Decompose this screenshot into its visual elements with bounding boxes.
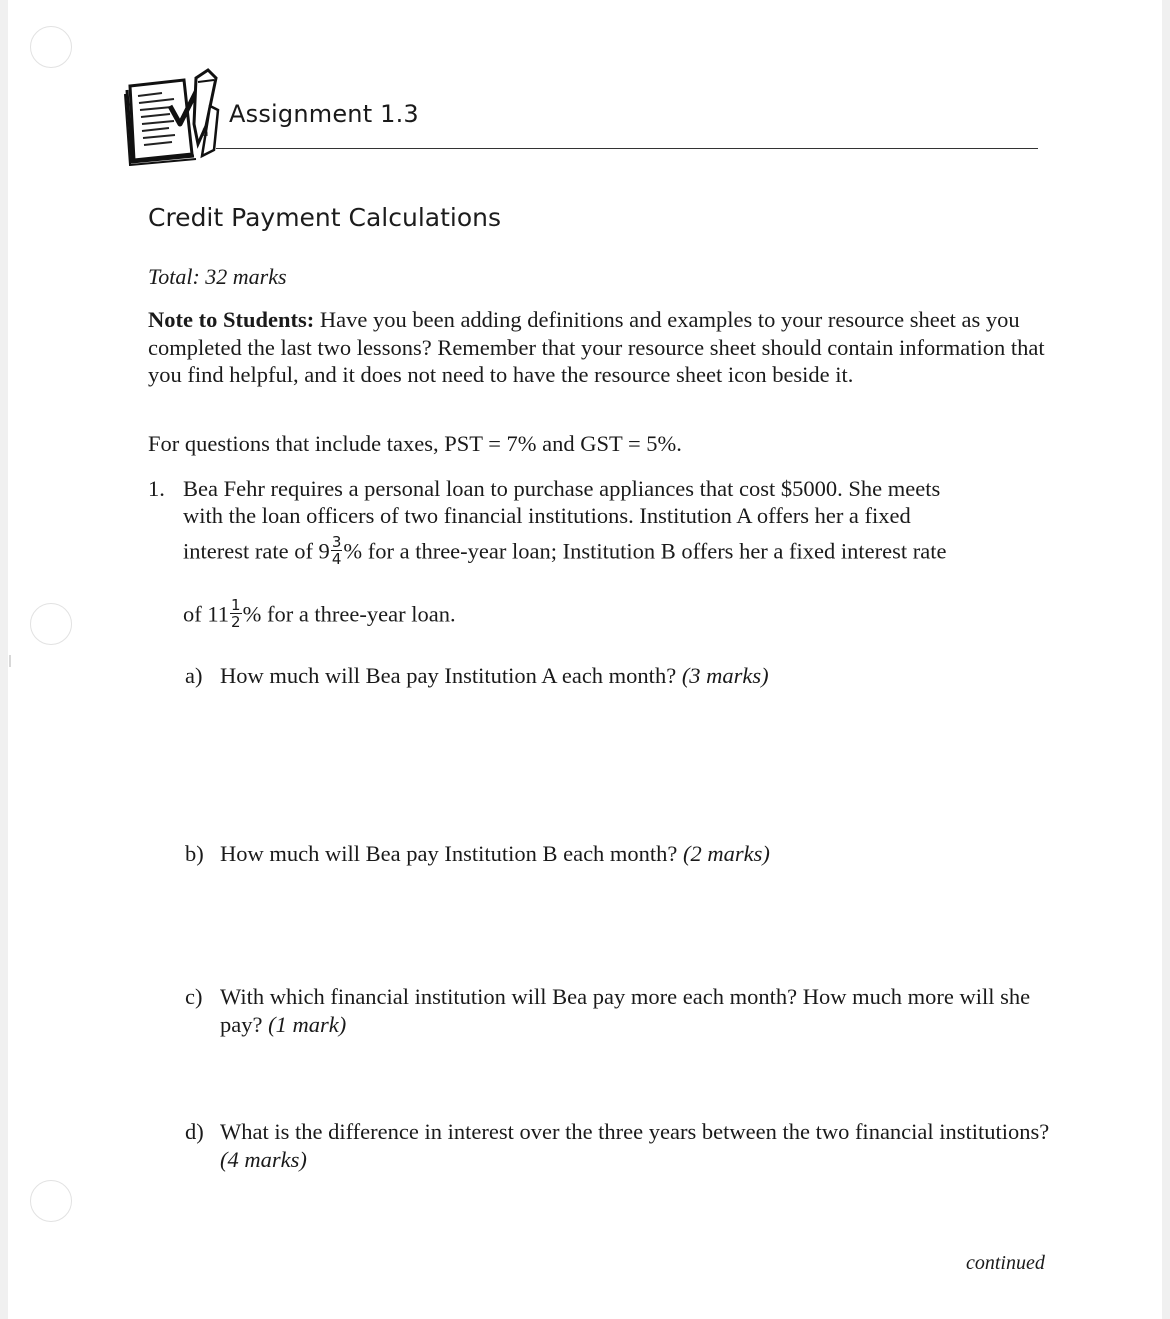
line4-after: % for a three-year loan.: [242, 601, 456, 627]
question-number: 1.: [148, 476, 165, 501]
binder-hole-middle: [30, 603, 72, 645]
fraction-denominator: 4: [331, 550, 342, 568]
sub-question-marks: (4 marks): [220, 1147, 307, 1172]
question-line-4: [183, 596, 456, 633]
note-label: Note to Students:: [148, 307, 315, 332]
sub-question-marks: (1 mark): [268, 1012, 347, 1037]
assignment-notebook-pencil-icon: [122, 66, 222, 166]
line3-after: % for a three-year loan; Institution B offers her a fixed interest rate: [343, 538, 947, 564]
fraction-one-half: [230, 597, 242, 630]
sub-question-prompt: How much will Bea pay Institution A each month?: [220, 663, 677, 688]
fraction-three-quarters: [331, 534, 343, 567]
sub-question-marks: (3 marks): [681, 663, 769, 688]
header-rule: [216, 148, 1038, 149]
sub-question-letter: c): [185, 984, 203, 1009]
sub-question-text: [220, 983, 1065, 1039]
sub-question-c: [185, 983, 1065, 1039]
fraction-denominator: 2: [231, 613, 241, 631]
total-marks: Total: 32 marks: [148, 264, 287, 289]
sub-question-letter: b): [185, 841, 204, 866]
sub-question-a: [185, 662, 1065, 690]
tax-rates-line: For questions that include taxes, PST = 7% and GST = 5%.: [148, 431, 682, 456]
line3-before: interest rate of 9: [183, 538, 330, 564]
continued-label: continued: [966, 1252, 1045, 1274]
note-to-students: [148, 306, 1048, 389]
question-line-3: [183, 533, 947, 570]
svg-text:h: h: [202, 128, 209, 139]
sub-question-prompt: With which financial institution will Bea pay more each month? How much more will she pay?: [220, 984, 1031, 1037]
binder-hole-bottom: [30, 1180, 72, 1222]
sub-question-b: [185, 840, 1065, 868]
sub-question-marks: (2 marks): [683, 841, 770, 866]
sub-question-d: [185, 1118, 1065, 1174]
sub-question-prompt: What is the difference in interest over the three years between the two financial institutions?: [220, 1119, 1050, 1144]
sub-question-letter: d): [185, 1119, 204, 1144]
assignment-title: Assignment 1.3: [229, 100, 419, 128]
binder-hole-top: [30, 26, 72, 68]
line4-before: of 11: [183, 601, 230, 627]
question-line-1: Bea Fehr requires a personal loan to purchase appliances that cost $5000. She meets: [183, 476, 941, 501]
fraction-numerator: 3: [331, 533, 342, 551]
sub-question-text: [220, 662, 1065, 690]
sub-question-letter: a): [185, 663, 203, 688]
lesson-title: Credit Payment Calculations: [148, 203, 502, 232]
sub-question-text: [220, 840, 1065, 868]
scan-mark: [9, 655, 11, 667]
question-line-2: with the loan officers of two financial institutions. Institution A offers her a fixed: [183, 503, 911, 528]
sub-question-text: [220, 1118, 1065, 1174]
fraction-numerator: 1: [231, 596, 241, 614]
note-text: Have you been adding definitions and examples to your resource sheet as you completed the last two lessons? Remember that your resource sheet should contain information that you find helpful, and it does not need to have the resource sheet icon beside it.: [148, 307, 1045, 387]
worksheet-page: [8, 0, 1162, 1319]
sub-question-prompt: How much will Bea pay Institution B each month?: [220, 841, 678, 866]
